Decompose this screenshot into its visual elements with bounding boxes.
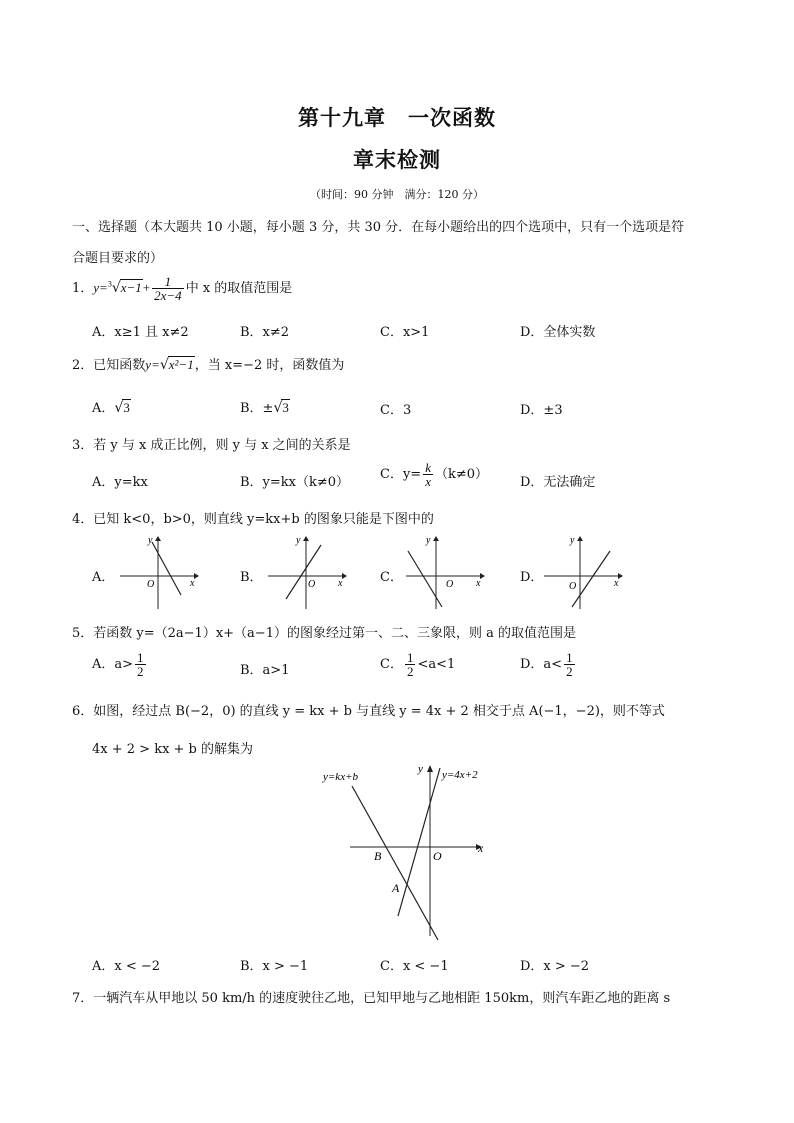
frac-num: 1 <box>406 650 414 665</box>
origin-label: O <box>147 579 155 590</box>
q3-option-b[interactable]: B．y=kx（k≠0） <box>240 475 350 490</box>
y-label: y <box>296 535 301 546</box>
question-6-line2: 4x + 2 > kx + b 的解集为 <box>92 742 254 757</box>
q6-option-b[interactable]: B．x > −1 <box>240 959 309 974</box>
question-6-line1: 6．如图，经过点 B(−2，0) 的直线 y = kx + b 与直线 y = 4x + 2 相交于点 A(−1，−2)，则不等式 <box>72 704 665 719</box>
origin-label: O <box>569 581 577 592</box>
q5-option-a-frac <box>135 651 146 678</box>
radical-sign-icon: √ <box>273 400 283 416</box>
q5-option-d-label: D．a< <box>520 657 563 672</box>
q1-option-b[interactable]: B．x≠2 <box>240 325 290 340</box>
y-axis-arrow-icon <box>155 536 161 541</box>
q4-graph-a <box>118 535 200 611</box>
label-point-a: A <box>392 881 400 895</box>
y-axis-arrow-icon <box>577 536 583 541</box>
x-label: x <box>338 578 343 589</box>
q1-option-c[interactable]: C．x>1 <box>380 325 430 340</box>
q2-option-b-label: B．± <box>240 401 274 416</box>
section-subtitle: 章末检测 <box>353 147 441 172</box>
q5-option-a-label: A．a> <box>92 657 134 672</box>
q1-tail: 中 x 的取值范围是 <box>185 281 293 296</box>
q3-option-c[interactable] <box>380 461 488 488</box>
label-y-axis: y <box>418 763 423 775</box>
q2-option-b-value: 3 <box>282 400 289 415</box>
q5-option-c-tail: <a<1 <box>417 657 456 672</box>
q5-option-c-label: C． <box>380 657 403 672</box>
label-origin: O <box>433 849 442 863</box>
q4-option-b[interactable]: B． <box>240 570 263 585</box>
question-3: 3．若 y 与 x 成正比例，则 y 与 x 之间的关系是 <box>72 438 351 453</box>
q4-option-d[interactable]: D． <box>520 570 544 585</box>
q3-option-c-frac <box>423 461 433 488</box>
label-line-kx-plus-b: y=kx+b <box>323 771 358 783</box>
y-axis-arrow-icon <box>433 536 439 541</box>
chapter-title: 第十九章 一次函数 <box>298 105 496 130</box>
q3-option-c-tail: （k≠0） <box>434 467 489 482</box>
q1-plus: + <box>142 280 151 295</box>
frac-den: 2 <box>406 664 414 679</box>
frac-den: 2 <box>566 664 573 679</box>
question-4: 4．已知 k<0，b>0，则直线 y=kx+b 的图象只能是下图中的 <box>72 512 434 527</box>
q3-frac-num: k <box>425 460 431 475</box>
label-x-axis: x <box>478 841 484 855</box>
section-heading-line2: 合题目要求的） <box>72 251 164 266</box>
q2-lhs: y= <box>145 357 160 372</box>
q2-option-a-label: A． <box>92 401 115 416</box>
x-axis-arrow-icon <box>342 573 347 579</box>
q2-option-a-value: 3 <box>123 400 130 415</box>
q5-option-c[interactable] <box>380 651 455 678</box>
q5-option-c-frac <box>405 651 416 678</box>
q3-option-d[interactable]: D．无法确定 <box>520 475 596 490</box>
x-label: x <box>190 578 195 589</box>
x-label: x <box>614 578 619 589</box>
q2-option-c[interactable]: C．3 <box>380 403 412 418</box>
line-kx-plus-b <box>352 786 438 940</box>
q1-radicand: x−1 <box>120 280 142 295</box>
q1-fraction <box>152 275 184 302</box>
y-label: y <box>570 535 575 546</box>
q5-option-d[interactable] <box>520 651 577 678</box>
q4-graph-c <box>404 535 486 611</box>
x-axis-arrow-icon <box>480 573 485 579</box>
x-label: x <box>476 578 481 589</box>
q6-option-c[interactable]: C．x < −1 <box>380 959 449 974</box>
y-axis-arrow-icon <box>427 765 433 772</box>
frac-den: 2 <box>137 664 144 679</box>
origin-label: O <box>308 579 316 590</box>
q6-figure <box>318 760 494 944</box>
question-1 <box>72 275 292 302</box>
q2-radicand: x²−1 <box>168 357 194 372</box>
line-graph-d <box>572 551 610 607</box>
question-5: 5．若函数 y=（2a−1）x+（a−1）的图象经过第一、二、三象限，则 a 的取值范围是 <box>72 626 576 641</box>
question-2 <box>72 354 344 373</box>
q1-number: 1． <box>72 281 94 296</box>
radical-sign-icon: √ <box>159 357 169 373</box>
q3-frac-den: x <box>425 474 431 489</box>
q4-option-a[interactable]: A． <box>92 570 115 585</box>
x-axis-arrow-icon <box>194 573 199 579</box>
q4-graph-b <box>266 535 348 611</box>
q2-pre: 已知函数 <box>93 358 146 373</box>
q4-option-c[interactable]: C． <box>380 570 403 585</box>
q2-number: 2． <box>72 358 94 373</box>
section-heading-line1: 一、选择题（本大题共 10 小题，每小题 3 分，共 30 分．在每小题给出的四个选项中，只有一个选项是符 <box>72 220 685 235</box>
question-7: 7．一辆汽车从甲地以 50 km/h 的速度驶往乙地，已知甲地与乙地相距 150km，则汽车距乙地的距离 s <box>72 991 671 1006</box>
q2-tail: ，当 x=−2 时，函数值为 <box>194 358 345 373</box>
q5-option-a[interactable] <box>92 651 148 678</box>
q1-option-a[interactable]: A．x≥1 且 x≠2 <box>92 325 189 340</box>
q2-option-a[interactable] <box>92 397 131 416</box>
exam-meta: （时间：90 分钟 满分：120 分） <box>310 188 484 201</box>
frac-num: 1 <box>566 650 573 665</box>
line-graph-a <box>152 542 181 595</box>
y-label: y <box>148 535 153 546</box>
q1-frac-den: 2x−4 <box>154 288 182 303</box>
line-graph-c <box>408 551 442 607</box>
radical-sign-icon: √ <box>111 280 121 296</box>
q2-option-b[interactable] <box>240 397 290 416</box>
origin-label: O <box>446 579 454 590</box>
frac-num: 1 <box>137 650 144 665</box>
q1-cube-index: 3 <box>107 279 112 289</box>
label-line-4x-plus-2: y=4x+2 <box>442 769 478 781</box>
q6-option-d[interactable]: D．x > −2 <box>520 959 590 974</box>
q1-frac-num: 1 <box>152 275 184 289</box>
q4-graph-d <box>542 535 624 611</box>
line-graph-b <box>286 545 321 599</box>
q6-option-a[interactable]: A．x < −2 <box>92 959 161 974</box>
q5-option-d-frac <box>564 651 575 678</box>
radical-sign-icon: √ <box>114 400 124 416</box>
q3-option-c-label: C．y= <box>380 467 422 482</box>
q5-option-b[interactable]: B．a>1 <box>240 663 290 678</box>
y-axis-arrow-icon <box>303 536 309 541</box>
label-point-b: B <box>374 849 382 863</box>
line-4x-plus-2 <box>398 768 440 916</box>
q1-lhs: y= <box>93 280 108 295</box>
x-axis-arrow-icon <box>618 573 623 579</box>
q3-option-a[interactable]: A．y=kx <box>92 475 148 490</box>
q1-option-d[interactable]: D．全体实数 <box>520 325 596 340</box>
q2-option-d[interactable]: D．±3 <box>520 403 563 418</box>
y-label: y <box>426 535 431 546</box>
